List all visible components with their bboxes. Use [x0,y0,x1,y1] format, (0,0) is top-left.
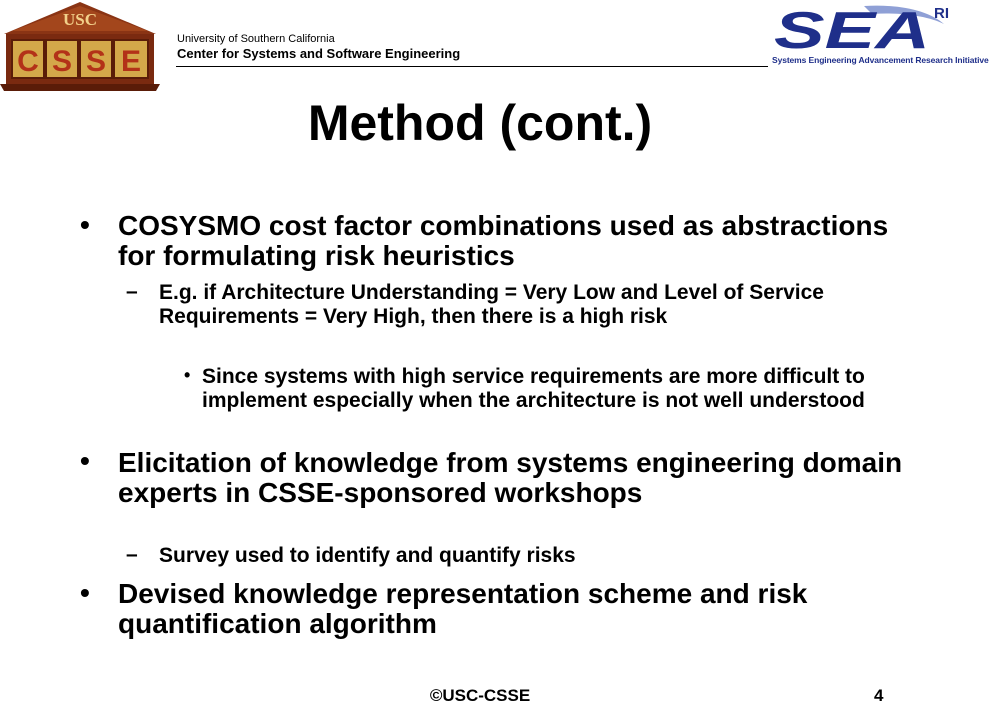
bullet-icon: • [184,365,191,385]
university-name: University of Southern California [177,33,335,45]
csse-letter-4: E [120,45,142,78]
csse-letter-2: S [51,45,73,78]
bullet-1-sub-1-text: E.g. if Architecture Understanding = Very Low and Level of Service Requirements = Very High, then there is a high risk [159,281,824,328]
sea-logo-superscript: RI [934,5,949,22]
csse-logo-top-text: USC [62,10,98,29]
bullet-1-text: COSYSMO cost factor combinations used as abstractions for formulating risk heuristics [118,210,889,271]
sea-logo-text: SEA [774,2,930,60]
footer-copyright: ©USC-CSSE [429,686,531,705]
bullet-icon: • [80,445,90,476]
bullet-2-text: Elicitation of knowledge from systems engineering domain experts in CSSE-sponsored workshops [118,447,903,508]
bullet-1-sub-1-sub-1-text: Since systems with high service requirements are more difficult to implement especially when the architecture is not well understood [202,365,865,412]
page-number: 4 [874,686,884,705]
bullet-3-text: Devised knowledge representation scheme and risk quantification algorithm [118,578,808,639]
slide-title: Method (cont.) [307,95,653,151]
bullet-icon: • [80,209,90,240]
csse-letter-3: S [85,45,107,78]
bullet-icon: • [80,577,90,608]
sea-ri-tagline: Systems Engineering Advancement Research Initiative [772,55,989,65]
bullet-2-sub-1-text: Survey used to identify and quantify risks [159,544,576,567]
csse-letter-1: C [17,45,39,78]
center-name: Center for Systems and Software Engineering [177,46,461,61]
dash-icon: – [126,280,138,303]
dash-icon: – [126,543,138,566]
